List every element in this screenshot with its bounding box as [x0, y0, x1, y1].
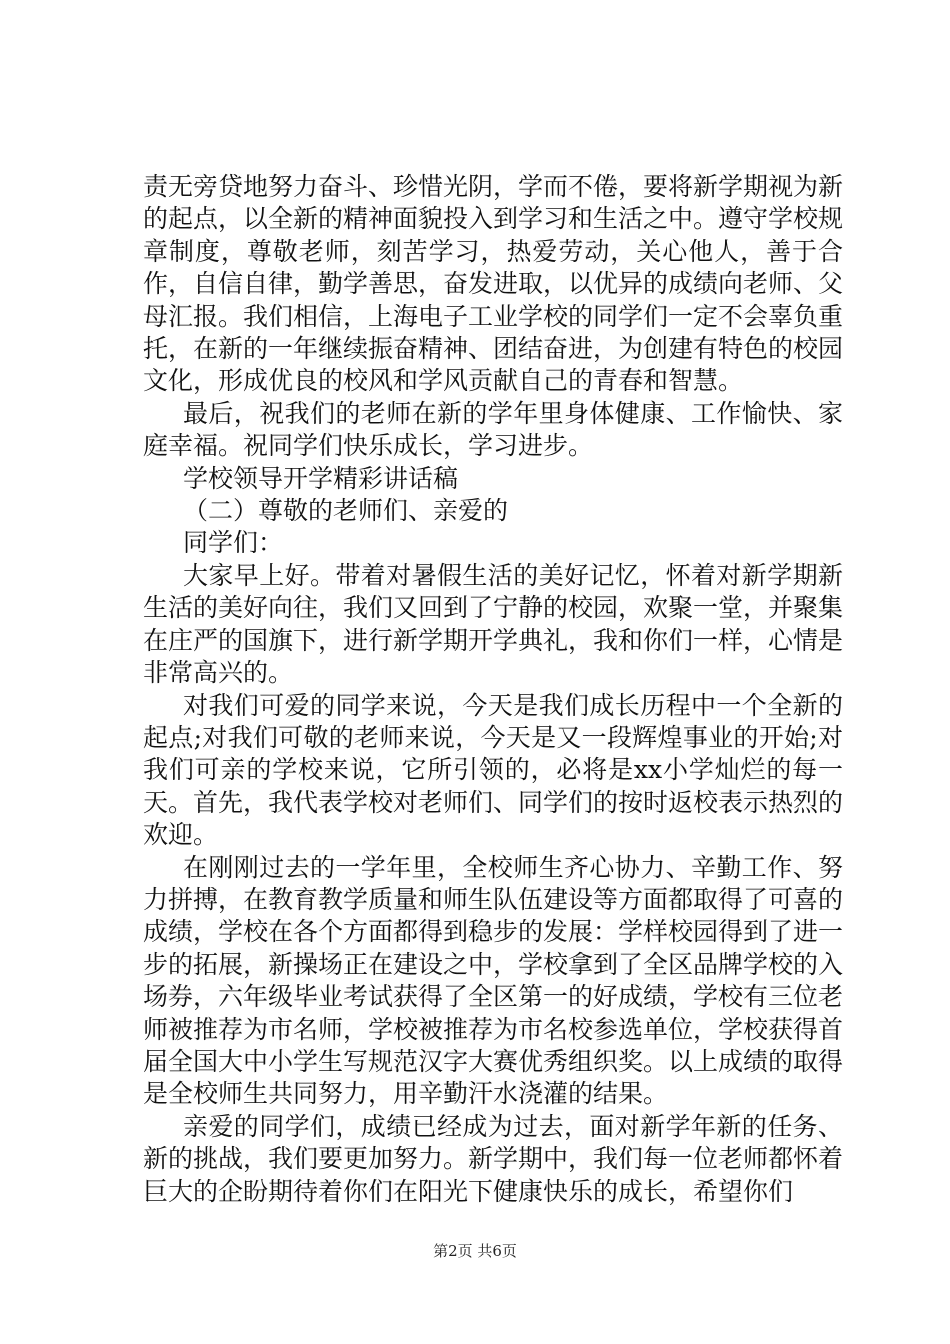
page-number-footer: 第2页 共6页 — [433, 1242, 517, 1260]
paragraph-4: 对我们可爱的同学来说，今天是我们成长历程中一个全新的起点;对我们可敬的老师来说，今天是又一段辉煌事业的开始;对我们可亲的学校来说，它所引领的，必将是xx小学灿烂的每一天。首先，我代表学校对老师们、同学们的按时返校表示热烈的欢迎。 — [143, 690, 844, 850]
paragraph-2: 最后，祝我们的老师在新的学年里身体健康、工作愉快、家庭幸福。祝同学们快乐成长，学习进步。 — [143, 398, 843, 461]
document-body — [143, 171, 843, 1208]
section-heading: （二）尊敬的老师们、亲爱的 — [183, 496, 509, 526]
speech-title: 学校领导开学精彩讲话稿 — [183, 463, 459, 493]
paragraph-3: 大家早上好。带着对暑假生活的美好记忆，怀着对新学期新生活的美好向往，我们又回到了宁静的校园，欢聚一堂，并聚集在庄严的国旗下，进行新学期开学典礼，我和你们一样，心情是非常高兴的。 — [143, 560, 844, 688]
paragraph-6: 亲爱的同学们，成绩已经成为过去，面对新学年新的任务、新的挑战，我们要更加努力。新学期中，我们每一位老师都怀着巨大的企盼期待着你们在阳光下健康快乐的成长，希望你们 — [143, 1111, 844, 1206]
salutation: 同学们： — [183, 528, 284, 558]
paragraph-5: 在刚刚过去的一学年里，全校师生齐心协力、辛勤工作、努力拼搏，在教育教学质量和师生队伍建设等方面都取得了可喜的成绩，学校在各个方面都得到稳步的发展：学样校园得到了进一步的拓展，新操场正在建设之中，学校拿到了全区品牌学校的入场券，六年级毕业考试获得了全区第一的好成绩，学校有三位老师被推荐为市名师，学校被推荐为市名校参选单位，学校获得首届全国大中小学生写规范汉字大赛优秀组织奖。以上成绩的取得是全校师生共同努力，用辛勤汗水浇灌的结果。 — [143, 852, 844, 1109]
paragraph-1: 责无旁贷地努力奋斗、珍惜光阴，学而不倦，要将新学期视为新的起点，以全新的精神面貌投入到学习和生活之中。遵守学校规章制度，尊敬老师，刻苦学习，热爱劳动，关心他人，善于合作，自信自律，勤学善思，奋发进取，以优异的成绩向老师、父母汇报。我们相信，上海电子工业学校的同学们一定不会辜负重托，在新的一年继续振奋精神、团结奋进，为创建有特色的校园文化，形成优良的校风和学风贡献自己的青春和智慧。 — [143, 172, 844, 396]
